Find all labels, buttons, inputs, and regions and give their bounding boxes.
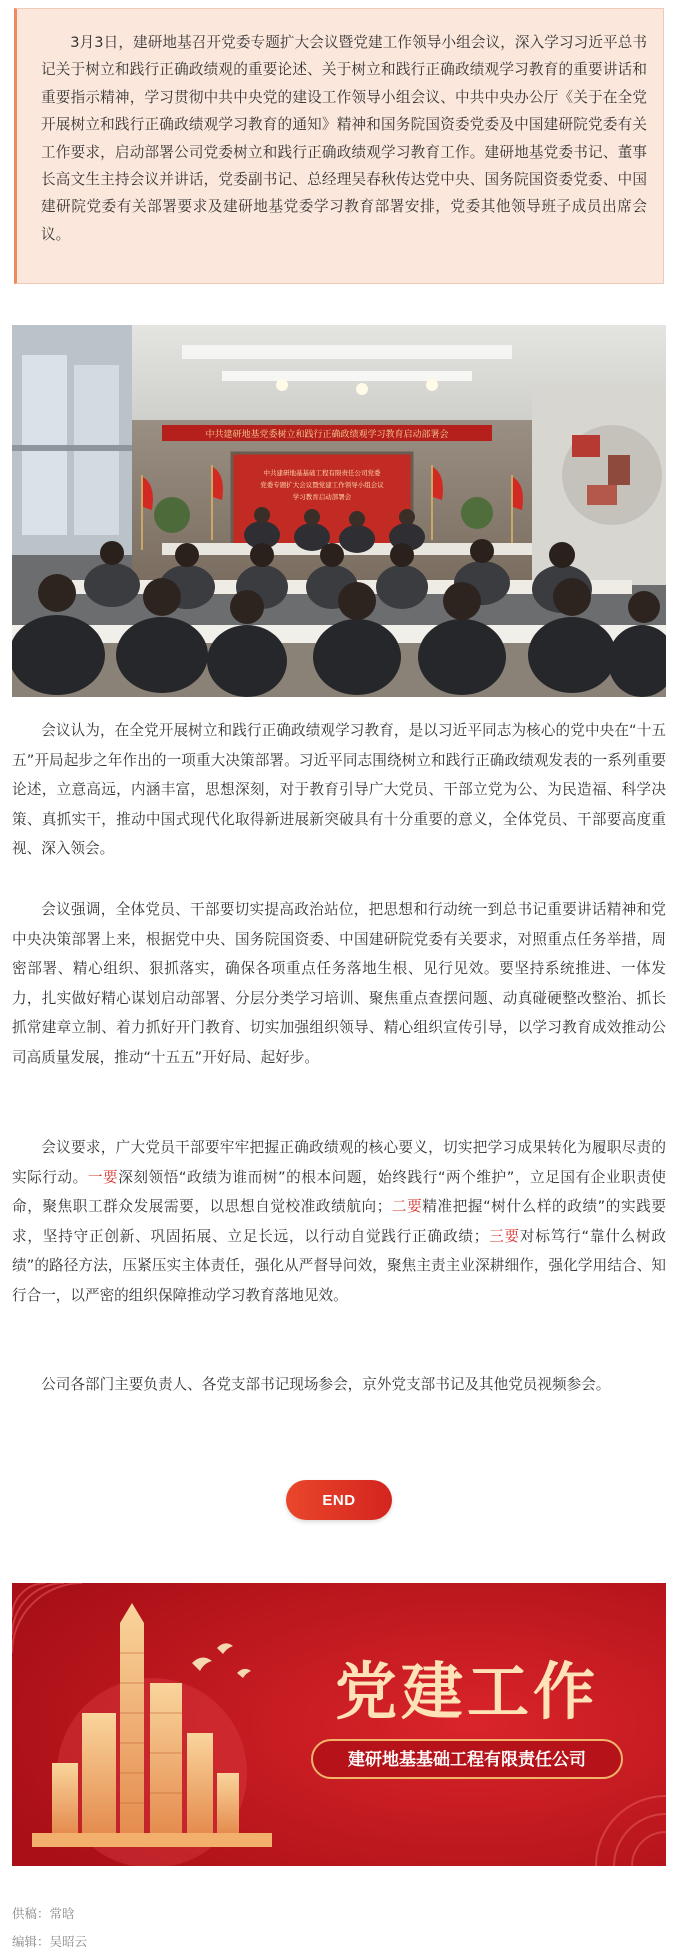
paragraph-3 bbox=[12, 1133, 666, 1311]
party-building-banner bbox=[12, 1583, 666, 1866]
photo-screen-line3: 学习教育启动部署会 bbox=[292, 494, 352, 501]
photo-screen-line2: 党委专题扩大会议暨党建工作领导小组会议 bbox=[260, 482, 384, 489]
banner-illustration bbox=[12, 1583, 666, 1866]
photo-banner-text: 中共建研地基党委树立和践行正确政绩观学习教育启动部署会 bbox=[205, 429, 449, 439]
end-marker: END bbox=[286, 1480, 392, 1520]
credit-supply: 供稿：常晗 bbox=[12, 1906, 75, 1921]
tower-building bbox=[120, 1603, 144, 1833]
banner-company-name: 建研地基基础工程有限责任公司 bbox=[348, 1750, 586, 1770]
meeting-photo-illustration bbox=[12, 325, 666, 697]
banner-title: 党建工作 bbox=[334, 1655, 600, 1728]
photo-screen-line1: 中共建研地基基础工程有限责任公司党委 bbox=[263, 470, 381, 477]
intro-text: 3月3日，建研地基召开党委专题扩大会议暨党建工作领导小组会议，深入学习习近平总书记关于树立和践行正确政绩观的重要论述、关于树立和践行正确政绩观学习教育的重要讲话和重要指示精神，学习贯彻中共中央党的建设工作领导小组会议、中共中央办公厅《关于在全党开展树立和践行正确政绩观学习教育的通知》精神和国务院国资委党委及中国建研院党委有关工作要求，启动部署公司党委树立和践行正确政绩观学习教育工作。建研地基党委书记、董事长高文生主持会议并讲话，党委副书记、总经理吴春秋传达党中央、国务院国资委党委、中国建研院党委有关部署要求及建研地基党委学习教育部署安排，党委其他领导班子成员出席会议。 bbox=[41, 34, 647, 243]
intro-box bbox=[14, 8, 664, 284]
paragraph-3-part-d: 对标笃行“靠什么树政绩”的路径方法，压紧压实主体责任，强化从严督导问效，聚焦主责主业深耕细作，强化学用结合、知行合一，以严密的组织保障推动学习教育落地见效。 bbox=[12, 1227, 666, 1304]
paragraph-2: 会议强调，全体党员、干部要切实提高政治站位，把思想和行动统一到总书记重要讲话精神和党中央决策部署上来，根据党中央、国务院国资委、中国建研院党委有关要求，对照重点任务举措，周密部署、精心组织、狠抓落实，确保各项重点任务落地生根、见行见效。要坚持系统推进、一体发力，扎实做好精心谋划启动部署、分层分类学习培训、聚焦重点查摆问题、动真碰硬整改整治、抓长抓常建章立制、着力抓好开门教育、切实加强组织领导、精心组织宣传引导，以学习教育成效推动公司高质量发展，推动“十五五”开好局、起好步。 bbox=[12, 901, 666, 1066]
point-3-label: 三要 bbox=[488, 1227, 520, 1245]
meeting-photo bbox=[12, 325, 666, 697]
paragraph-4: 公司各部门主要负责人、各党支部书记现场参会，京外党支部书记及其他党员视频参会。 bbox=[41, 1376, 611, 1393]
paragraph-3-part-a: 会议要求，广大党员干部要牢牢把握正确政绩观的核心要义，切实把学习成果转化为履职尽责的实际行动。 bbox=[12, 1139, 666, 1186]
paragraph-3-part-c: 精准把握“树什么样的政绩”的实践要求，坚持守正创新、巩固拓展、立足长远，以行动自觉践行正确政绩； bbox=[12, 1198, 666, 1245]
point-1-label: 一要 bbox=[87, 1168, 119, 1186]
paragraph-3-part-b: 深刻领悟“政绩为谁而树”的根本问题，始终践行“两个维护”，立足国有企业职责使命，聚焦职工群众发展需要，以思想自觉校准政绩航向； bbox=[12, 1168, 666, 1216]
credit-editor: 编辑：吴昭云 bbox=[12, 1934, 88, 1949]
point-2-label: 二要 bbox=[391, 1198, 423, 1216]
paragraph-1: 会议认为，在全党开展树立和践行正确政绩观学习教育，是以习近平同志为核心的党中央在“十五五”开局起步之年作出的一项重大决策部署。习近平同志围绕树立和践行正确政绩观发表的一系列重要论述，立意高远，内涵丰富，思想深刻，对于教育引导广大党员、干部立党为公、为民造福、科学决策、真抓实干，推动中国式现代化取得新进展新突破具有十分重要的意义，全体党员、干部要高度重视、深入领会。 bbox=[12, 722, 666, 858]
